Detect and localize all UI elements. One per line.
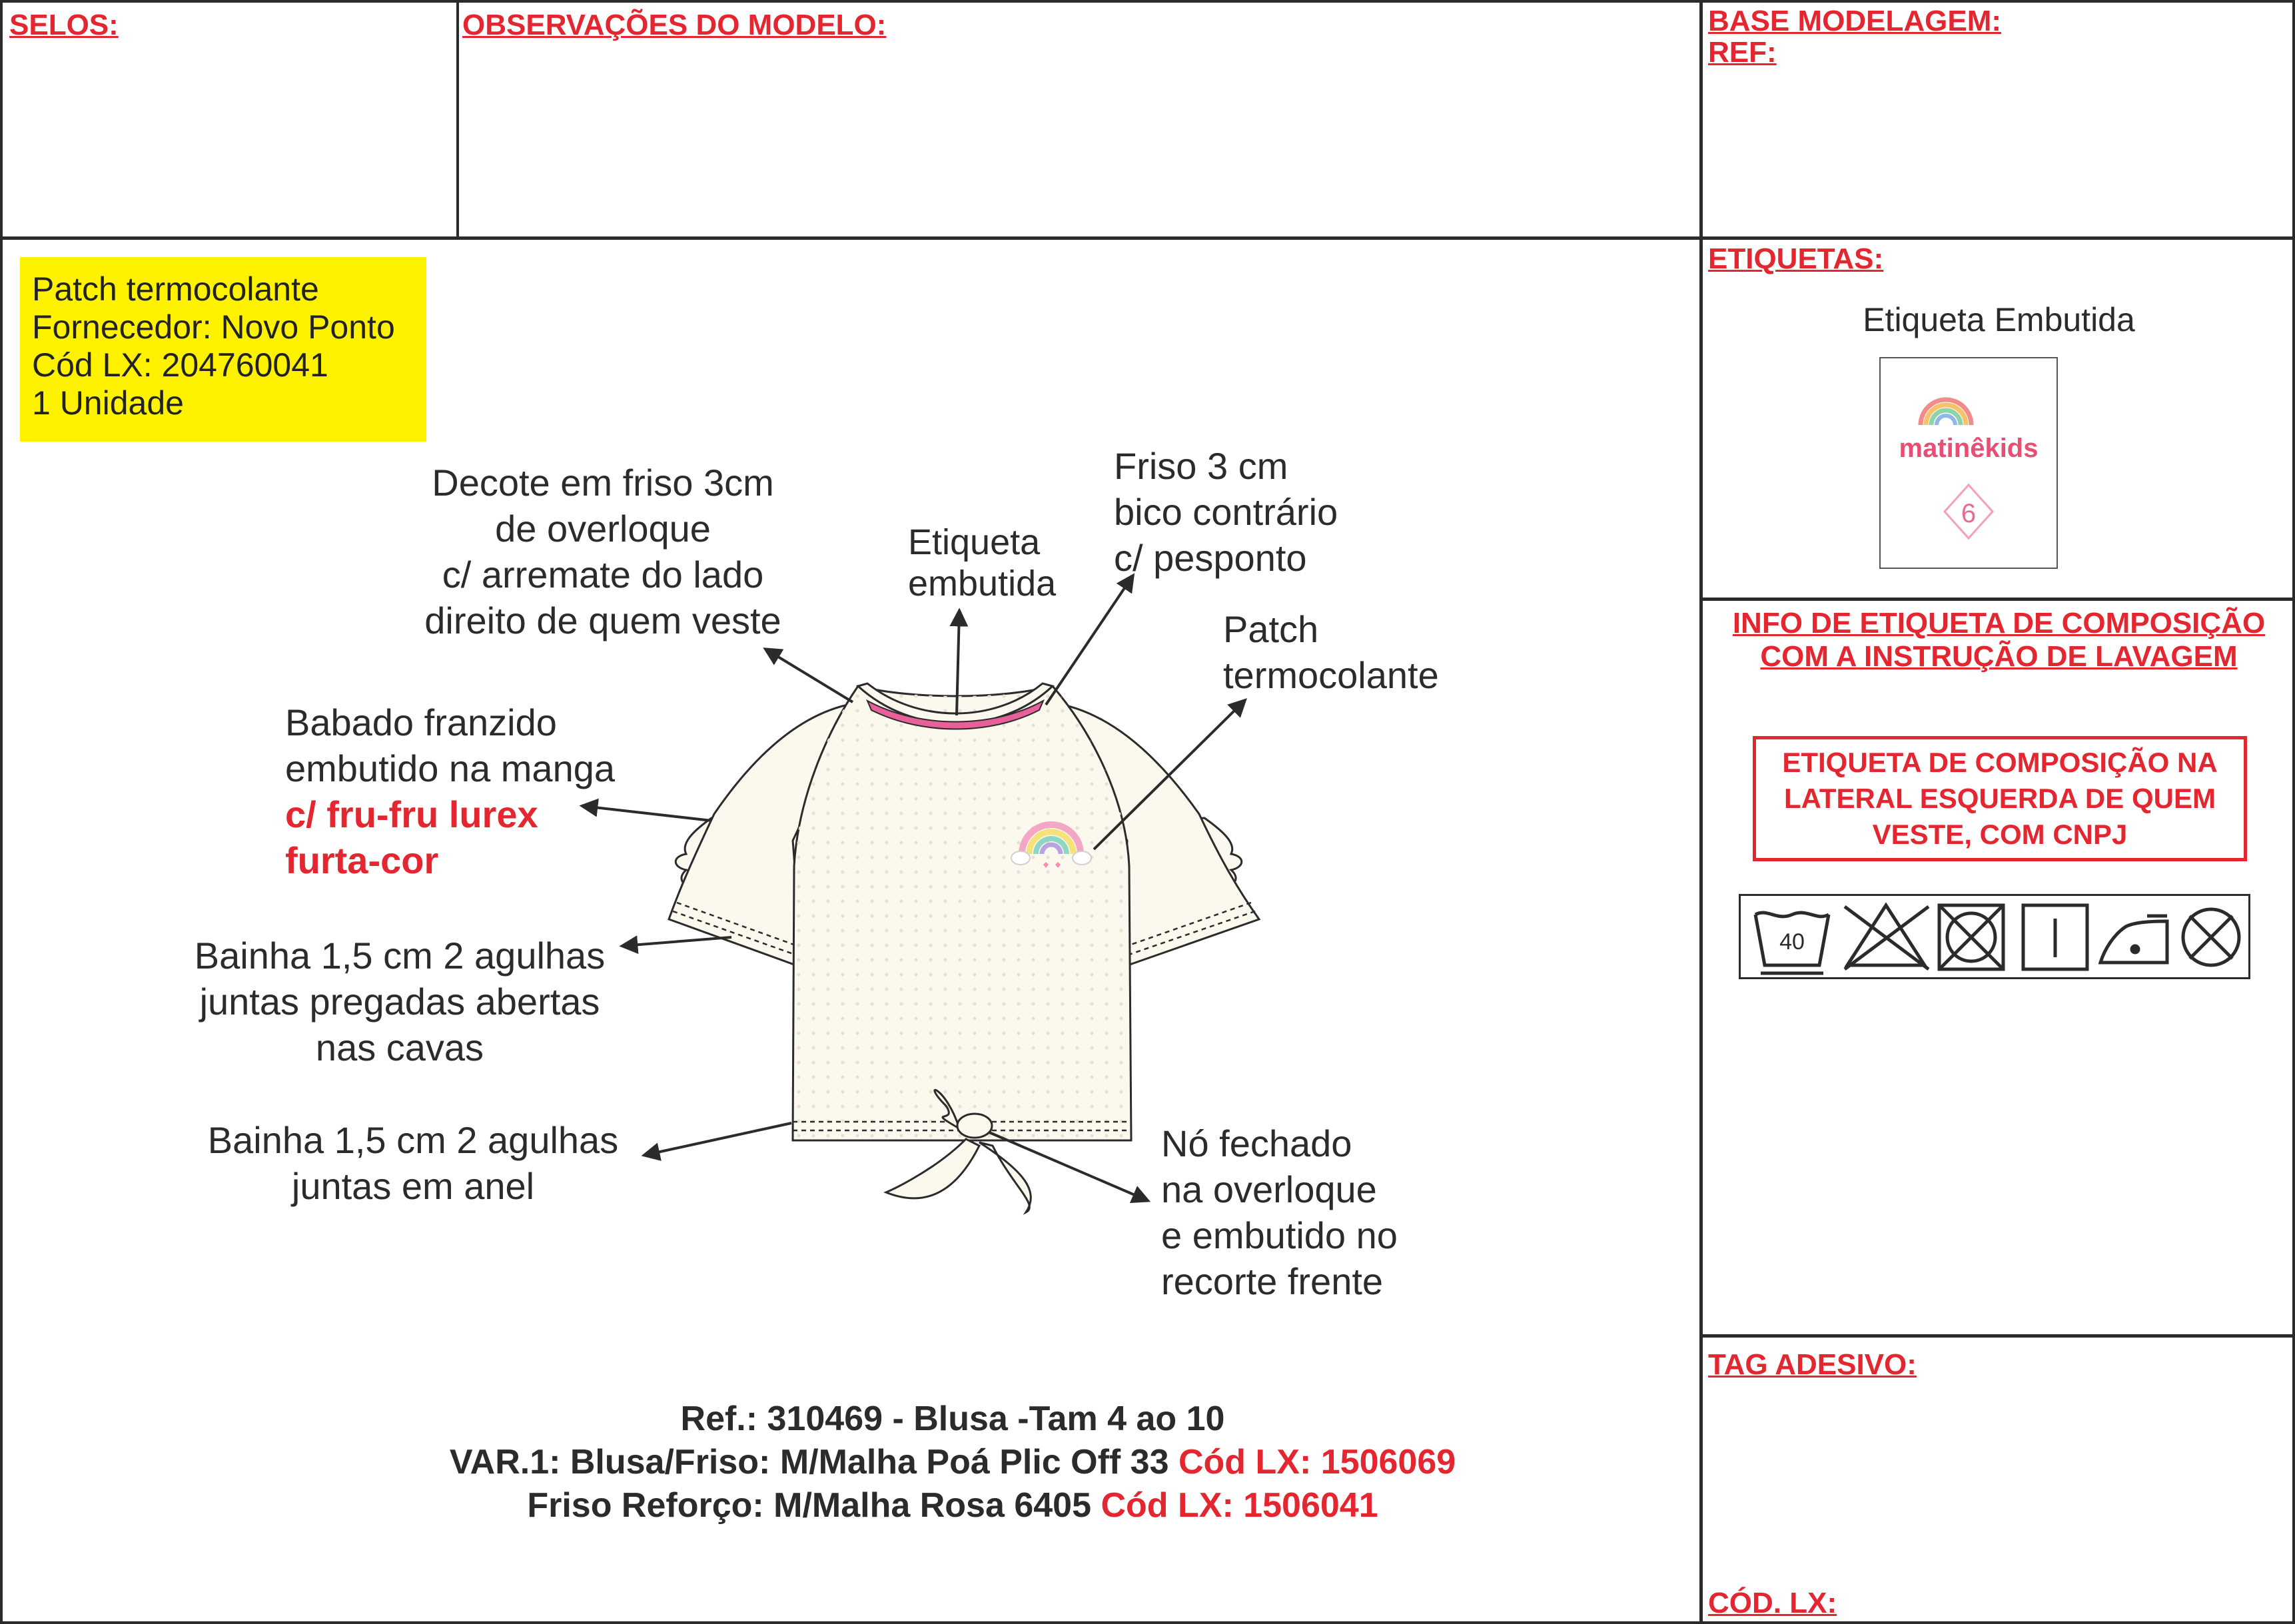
info-composicao-label-1: INFO DE ETIQUETA DE COMPOSIÇÃO: [1732, 607, 2266, 639]
arrow-babado: [583, 806, 711, 821]
sidebar-row-divider-2: [1701, 1334, 2295, 1338]
callout-line: Babado franzido: [285, 701, 557, 743]
callout-line: Patch: [1223, 608, 1319, 650]
callout-line: Nó fechado: [1161, 1122, 1352, 1164]
callout-line: na overloque: [1161, 1168, 1377, 1210]
sidebar-row-divider-1: [1701, 598, 2295, 601]
base-modelagem-label: BASE MODELAGEM:: [1708, 5, 2001, 37]
callout-line: c/ arremate do lado: [442, 554, 764, 596]
no-bleach-icon: [1845, 905, 1929, 969]
callout-line: Bainha 1,5 cm 2 agulhas: [194, 935, 606, 977]
border-bottom: [0, 1621, 2295, 1624]
footer-var1-text: VAR.1: Blusa/Friso: M/Malha Poá Plic Off 33: [449, 1443, 1178, 1481]
ref-label: REF:: [1708, 36, 1777, 69]
composicao-line: LATERAL ESQUERDA DE QUEM: [1784, 783, 2216, 814]
callout-line: embutida: [908, 564, 1057, 604]
wash-40-icon: [1755, 913, 1829, 973]
callout-line: Decote em friso 3cm: [432, 462, 774, 504]
callout-highlight: furta-cor: [285, 839, 439, 881]
knot-tail-right: [979, 1142, 1031, 1212]
etiqueta-embutida-title: Etiqueta Embutida: [1863, 301, 2135, 338]
arrow-bainha-manga: [623, 937, 731, 946]
callout-line: de overloque: [495, 508, 711, 550]
callout-line: bico contrário: [1114, 491, 1338, 533]
woven-label-card: [1879, 357, 2058, 569]
composicao-line: VESTE, COM CNPJ: [1872, 819, 2128, 850]
callout-line: Bainha 1,5 cm 2 agulhas: [207, 1119, 619, 1161]
callout-line: c/ pesponto: [1114, 537, 1307, 579]
patch-note-line: 1 Unidade: [32, 384, 184, 422]
knot-tail-left: [886, 1139, 979, 1198]
brand-name: matinêkids: [1899, 434, 2039, 463]
cod-lx-label: CÓD. LX:: [1708, 1587, 1837, 1619]
footer-friso-reforco: [133, 1485, 1772, 1525]
callout-line: juntas em anel: [291, 1165, 535, 1207]
footer-ref: Ref.: 310469 - Blusa -Tam 4 ao 10: [680, 1400, 1225, 1438]
callout-highlight: c/ fru-fru lurex: [285, 793, 538, 835]
callout-line: Etiqueta: [908, 522, 1041, 562]
iron-low-icon: [2100, 916, 2167, 963]
sidebar-divider: [1699, 0, 1703, 1624]
footer-friso-text: Friso Reforço: M/Malha Rosa 6405: [527, 1486, 1101, 1525]
border-right: [2292, 0, 2295, 1624]
footer-friso-code: Cód LX: 1506041: [1101, 1486, 1378, 1525]
brand-logo: [1881, 358, 2057, 568]
care-symbols: [1739, 894, 2250, 979]
callout-line: juntas pregadas abertas: [199, 981, 600, 1022]
selos-label: SELOS:: [9, 9, 119, 41]
patch-note-line: Fornecedor: Novo Ponto: [32, 308, 395, 346]
tag-adesivo-label: TAG ADESIVO:: [1708, 1348, 1917, 1381]
arrow-decote: [766, 649, 853, 702]
callout-line: termocolante: [1223, 654, 1439, 696]
arrow-friso: [1046, 576, 1133, 705]
callout-line: Friso 3 cm: [1114, 445, 1288, 487]
footer-var1-code: Cód LX: 1506069: [1178, 1443, 1456, 1481]
composicao-box: [1753, 736, 2247, 861]
line-dry-icon: [2023, 905, 2087, 969]
size-badge: 6: [1961, 499, 1977, 528]
knot-center: [957, 1114, 992, 1138]
no-dry-clean-icon: [2183, 909, 2239, 965]
callout-line: recorte frente: [1161, 1260, 1384, 1302]
callout-line: e embutido no: [1161, 1214, 1398, 1256]
footer-var1: [133, 1442, 1772, 1482]
patch-note-line: Cód LX: 204760041: [32, 346, 328, 384]
etiquetas-label: ETIQUETAS:: [1708, 242, 1884, 275]
no-tumble-dry-icon: [1939, 905, 2003, 969]
wash-temp: 40: [1779, 929, 1805, 955]
info-composicao-label-2: COM A INSTRUÇÃO DE LAVAGEM: [1760, 640, 2238, 673]
composicao-line: ETIQUETA DE COMPOSIÇÃO NA: [1782, 747, 2218, 778]
callout-line: direito de quem veste: [424, 600, 781, 641]
observacoes-label: OBSERVAÇÕES DO MODELO:: [462, 9, 887, 41]
callout-line: nas cavas: [315, 1026, 484, 1068]
callout-line: embutido na manga: [285, 747, 616, 789]
arrow-bainha-barra: [645, 1123, 791, 1155]
patch-note-line: Patch termocolante: [32, 270, 319, 308]
